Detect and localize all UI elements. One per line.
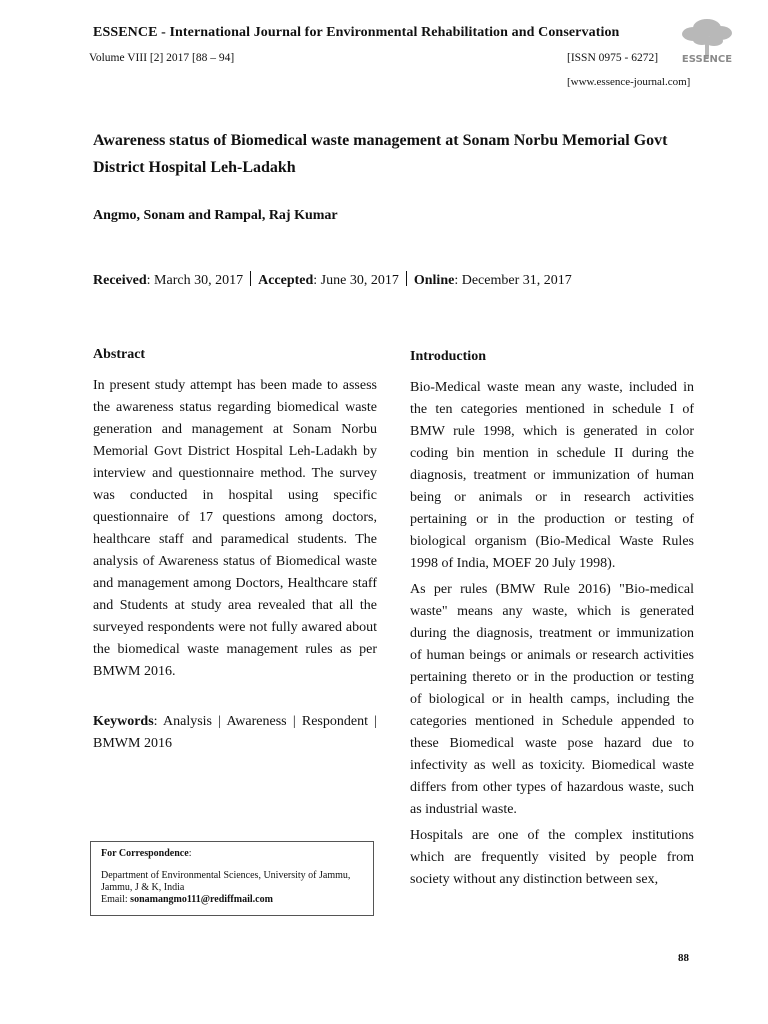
- page-number: 88: [678, 952, 689, 964]
- issn: [ISSN 0975 - 6272]: [567, 52, 659, 64]
- keywords-label: Keywords: [93, 714, 154, 729]
- logo-text: ESSENCE: [681, 54, 733, 65]
- online-label: Online: [413, 273, 455, 288]
- correspondence-box: [90, 841, 374, 916]
- keywords: [93, 711, 377, 755]
- intro-paragraph: As per rules (BMW Rule 2016) "Bio-medical waste" means any waste, which is generated during the diagnosis, treatment or immunization of human beings or animals or research activities pertaining thereto or in the production or testing of biological or in health camps, including the categories mentioned in Schedule appended to these Biomedical waste pose hazard due to infectivity as well as toxicity. Biomedical waste differs from other types of hazardous waste, such as industrial waste.: [410, 582, 694, 817]
- correspondence-label-suffix: :: [188, 848, 192, 859]
- correspondence-email-line: [101, 894, 363, 906]
- accepted-label: Accepted: [258, 273, 314, 288]
- accepted-date: : June 30, 2017: [313, 273, 399, 288]
- introduction-body: [410, 377, 694, 895]
- abstract-text: In present study attempt has been made to assess the awareness status regarding biomedical waste generation and management at Sonam Norbu Memorial Govt District Hospital Leh-Ladakh by interview and questionnaire method. The survey was conducted in hospital using specific questionnaire of 17 questions among doctors, healthcare staff and paramedical students. The analysis of Awareness status of Biomedical waste and management among Doctors, Healthcare staff and Students at study area revealed that all the surveyed respondents were not fully awared about the biomedical waste management rules as per BMWM 2016.: [93, 378, 377, 679]
- article-title: Awareness status of Biomedical waste management at Sonam Norbu Memorial Govt District Hospital Leh-Ladakh: [93, 132, 668, 176]
- abstract-heading: Abstract: [93, 347, 146, 362]
- correspondence-heading: [101, 848, 363, 860]
- journal-title: ESSENCE - International Journal for Environmental Rehabilitation and Conservation: [93, 25, 620, 40]
- authors: Angmo, Sonam and Rampal, Raj Kumar: [93, 208, 338, 223]
- correspondence-address: Department of Environmental Sciences, University of Jammu, Jammu, J & K, India: [101, 870, 351, 893]
- article-dates: [93, 271, 572, 289]
- essence-logo: [672, 14, 742, 74]
- email-address[interactable]: sonamangmo111@rediffmail.com: [130, 894, 273, 905]
- introduction-heading: Introduction: [410, 349, 486, 364]
- received-date: : March 30, 2017: [146, 273, 244, 288]
- email-label: Email:: [101, 894, 131, 905]
- date-separator: [250, 271, 251, 286]
- received-label: Received: [93, 273, 147, 288]
- journal-website: [www.essence-journal.com]: [567, 76, 691, 88]
- intro-paragraph: Hospitals are one of the complex institutions which are frequently visited by people from society without any distinction between sex,: [410, 828, 694, 887]
- online-date: : December 31, 2017: [454, 273, 572, 288]
- date-separator: [406, 271, 407, 286]
- keywords-text: : Analysis | Awareness | Respondent | BMWM 2016: [93, 714, 377, 751]
- intro-paragraph: Bio-Medical waste mean any waste, included in the ten categories mentioned in schedule I of BMW rule 1998, which is generated in color coding bin mention in schedule II during the diagnosis, treatment or immunization of human being or animals or in research activities pertaining or in the production or testing of biological organism (Bio-Medical Waste Rules 1998 of India, MOEF 20 July 1998).: [410, 380, 694, 571]
- correspondence-label: For Correspondence: [101, 848, 189, 859]
- volume-info: Volume VIII [2] 2017 [88 – 94]: [89, 52, 235, 64]
